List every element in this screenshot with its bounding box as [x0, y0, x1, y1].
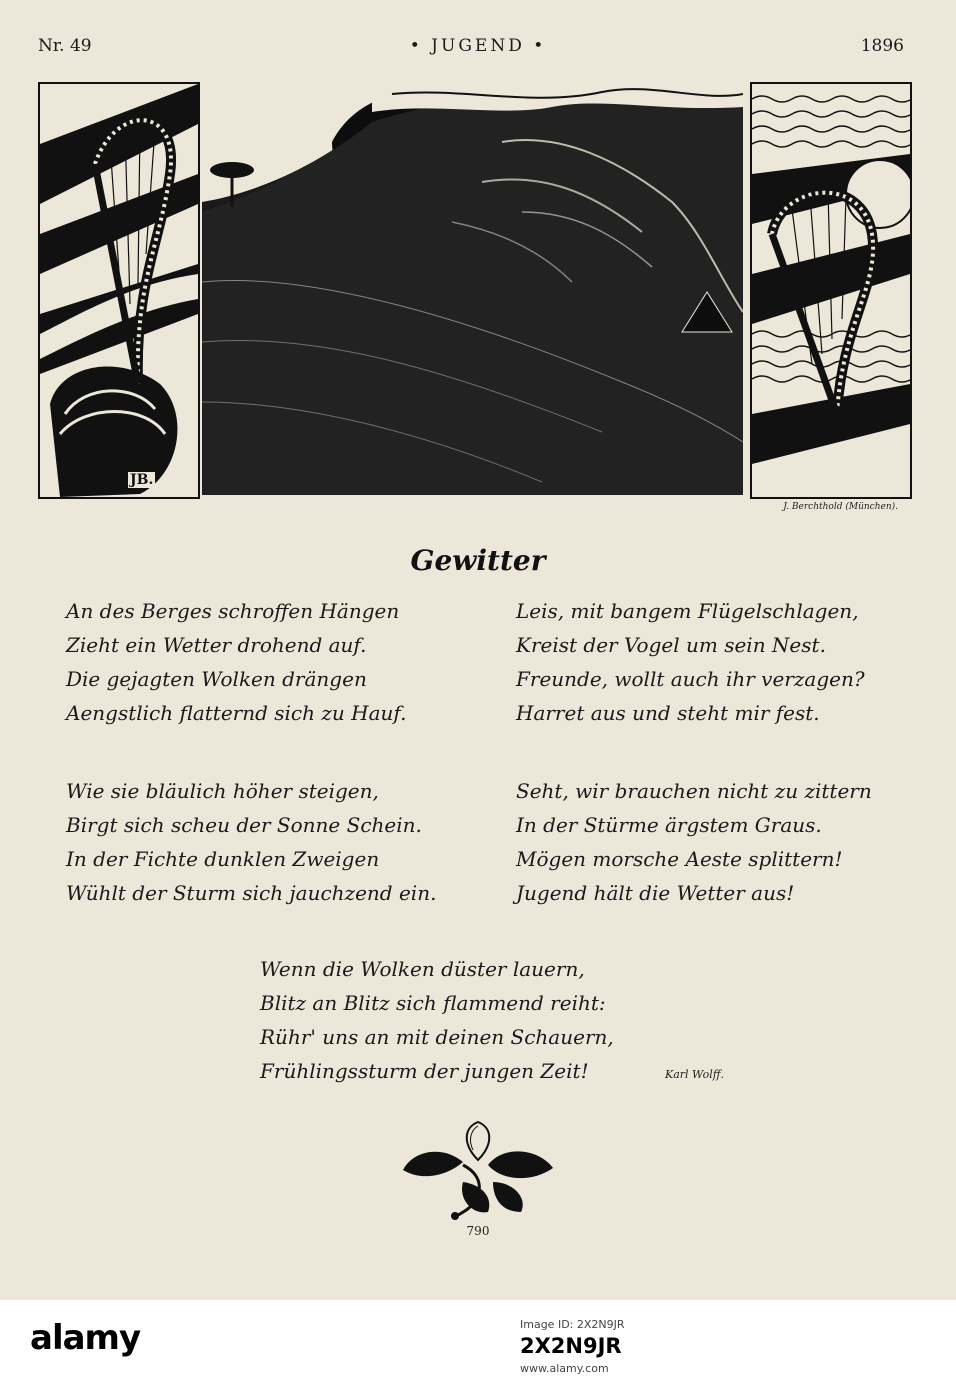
- poem-line: Birgt sich scheu der Sonne Schein.: [66, 813, 422, 837]
- stanza-1: [66, 594, 406, 730]
- poem-line: An des Berges schroffen Hängen: [66, 599, 400, 623]
- stanza-2: [516, 594, 865, 730]
- poem-author: Karl Wolff.: [665, 1068, 725, 1081]
- page-header: [0, 36, 956, 62]
- poem-line: Aengstlich flatternd sich zu Hauf.: [66, 701, 407, 725]
- magazine-title: • JUGEND •: [409, 36, 547, 56]
- image-id-label: Image ID: 2X2N9JR: [520, 1318, 625, 1331]
- poem-line: Die gejagten Wolken drängen: [66, 667, 367, 691]
- poem-line: Wenn die Wolken düster lauern,: [260, 957, 585, 981]
- poem-line: Blitz an Blitz sich flammend reiht:: [260, 991, 606, 1015]
- stock-logo: alamy: [30, 1318, 141, 1358]
- poem-line: Seht, wir brauchen nicht zu zittern: [516, 779, 872, 803]
- issue-number: Nr. 49: [38, 36, 92, 56]
- poem-line: Jugend hält die Wetter aus!: [516, 881, 795, 905]
- poem-title: Gewitter: [410, 544, 546, 577]
- poem-line: Rühr' uns an mit deinen Schauern,: [260, 1025, 614, 1049]
- poem-line: Harret aus und steht mir fest.: [516, 701, 820, 725]
- storm-landscape-illustration: [202, 82, 743, 495]
- issue-year: 1896: [860, 36, 904, 56]
- harp-right-illustration: [752, 84, 910, 497]
- floral-ornament-icon: [393, 1120, 563, 1220]
- stanza-3: [66, 774, 436, 910]
- illustration-credit: J. Berchthold (München).: [783, 502, 898, 512]
- stock-watermark-bar: [0, 1300, 956, 1390]
- right-harp-panel: [750, 82, 912, 499]
- artist-monogram: JB.: [130, 472, 154, 488]
- poem-line: Mögen morsche Aeste splittern!: [516, 847, 843, 871]
- stanza-4: [516, 774, 872, 910]
- poem-line: Wie sie bläulich höher steigen,: [66, 779, 379, 803]
- storm-landscape-panel: [202, 82, 743, 495]
- stanza-5: [260, 952, 614, 1088]
- poem-line: Leis, mit bangem Flügelschlagen,: [516, 599, 859, 623]
- harp-left-illustration: [40, 84, 198, 497]
- image-code: 2X2N9JR: [520, 1334, 622, 1358]
- poem-line: Wühlt der Sturm sich jauchzend ein.: [66, 881, 437, 905]
- poem-line: Zieht ein Wetter drohend auf.: [66, 633, 367, 657]
- stock-url: www.alamy.com: [520, 1362, 609, 1375]
- left-harp-panel: [38, 82, 200, 499]
- poem-line: In der Stürme ärgstem Graus.: [516, 813, 822, 837]
- poem-line: Frühlingssturm der jungen Zeit!: [260, 1059, 589, 1083]
- page-number: 790: [466, 1224, 490, 1238]
- poem-line: Freunde, wollt auch ihr verzagen?: [516, 667, 865, 691]
- poem-line: In der Fichte dunklen Zweigen: [66, 847, 380, 871]
- poem-line: Kreist der Vogel um sein Nest.: [516, 633, 826, 657]
